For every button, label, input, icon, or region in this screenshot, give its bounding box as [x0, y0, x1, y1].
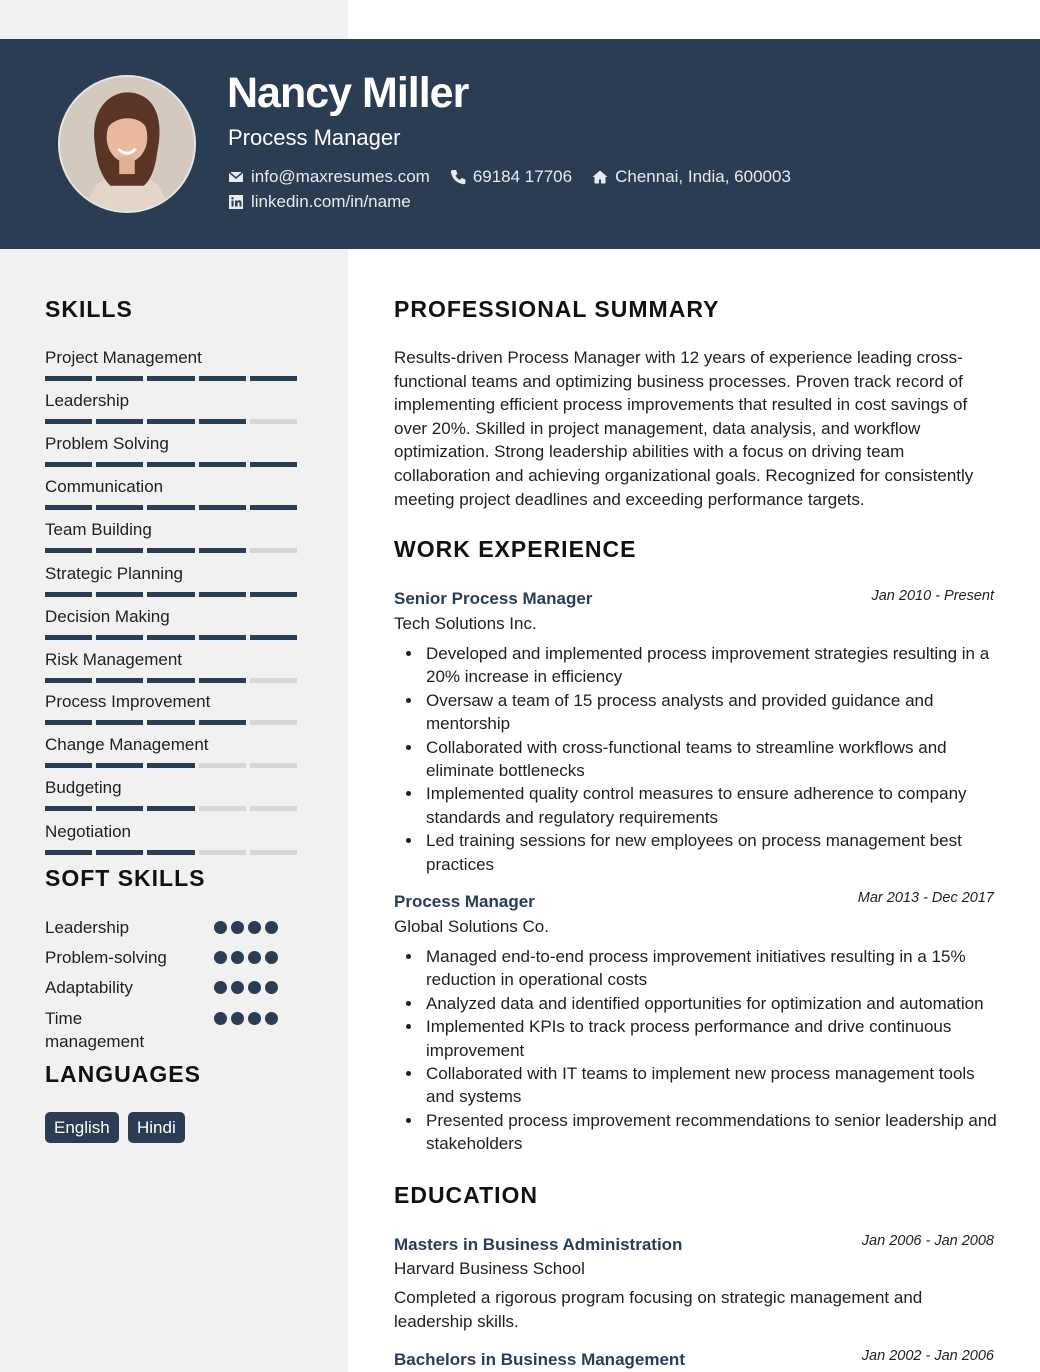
list-item: Oversaw a team of 15 process analysts and provided guidance and mentorship	[426, 689, 1001, 736]
soft-skill-rating	[214, 921, 282, 934]
rating-dot	[248, 981, 261, 994]
address-text: Chennai, India, 600003	[615, 167, 791, 186]
skill-level-segment	[147, 763, 194, 768]
rating-dot	[248, 1012, 261, 1025]
skill-level-segment	[147, 678, 194, 683]
skill-level-bar	[45, 505, 301, 510]
list-item: Analyzed data and identified opportunities for optimization and automation	[426, 992, 1001, 1015]
skill-name: Problem Solving	[45, 434, 169, 453]
skill-level-segment	[147, 462, 194, 467]
soft-skill-rating	[214, 981, 282, 994]
skill-level-segment	[45, 376, 92, 381]
job-title: Process Manager	[394, 892, 535, 911]
skill-level-segment	[250, 419, 297, 424]
education-date: Jan 2006 - Jan 2008	[861, 1233, 994, 1249]
skill-level-segment	[96, 678, 143, 683]
skill-item	[45, 434, 301, 467]
home-icon	[592, 169, 608, 185]
skill-level-segment	[45, 462, 92, 467]
skill-level-segment	[250, 720, 297, 725]
rating-dot	[214, 951, 227, 964]
list-item: Implemented KPIs to track process performance and drive continuous improvement	[426, 1015, 1001, 1062]
rating-dot	[265, 951, 278, 964]
skill-level-segment	[147, 548, 194, 553]
skill-level-segment	[250, 462, 297, 467]
skill-level-segment	[96, 462, 143, 467]
skill-level-segment	[45, 720, 92, 725]
skill-level-segment	[199, 462, 246, 467]
rating-dot	[231, 921, 244, 934]
linkedin-text: linkedin.com/in/name	[251, 192, 411, 211]
skill-level-segment	[250, 806, 297, 811]
contact-row	[228, 167, 811, 187]
degree-title: Bachelors in Business Management	[394, 1350, 685, 1369]
skill-level-segment	[199, 806, 246, 811]
list-item: Led training sessions for new employees on process management best practices	[426, 829, 1001, 876]
list-item: Collaborated with cross-functional teams to streamline workflows and eliminate bottlenecks	[426, 736, 1001, 783]
skill-level-segment	[45, 505, 92, 510]
languages-title: LANGUAGES	[45, 1061, 201, 1087]
list-item: Managed end-to-end process improvement initiatives resulting in a 15% reduction in operational costs	[426, 945, 1001, 992]
skill-level-segment	[199, 720, 246, 725]
skill-level-segment	[96, 850, 143, 855]
skill-level-segment	[96, 592, 143, 597]
skill-level-bar	[45, 678, 301, 683]
avatar	[58, 75, 196, 213]
company-name: Tech Solutions Inc.	[394, 614, 537, 633]
email-text: info@maxresumes.com	[251, 167, 430, 186]
skill-level-segment	[147, 592, 194, 597]
skill-level-segment	[250, 505, 297, 510]
skill-level-bar	[45, 376, 301, 381]
contact-row	[228, 192, 431, 212]
skill-level-segment	[250, 763, 297, 768]
rating-dot	[214, 1012, 227, 1025]
skill-level-segment	[147, 806, 194, 811]
contact-email[interactable]	[228, 167, 430, 187]
summary-title: PROFESSIONAL SUMMARY	[394, 296, 720, 322]
skill-level-segment	[45, 419, 92, 424]
candidate-role: Process Manager	[228, 125, 401, 150]
skill-level-segment	[96, 635, 143, 640]
soft-skill-rating	[214, 951, 282, 964]
contact-linkedin[interactable]	[228, 192, 411, 212]
job-date: Jan 2010 - Present	[871, 588, 994, 604]
phone-icon	[450, 169, 466, 185]
skill-level-bar	[45, 850, 301, 855]
skill-level-bar	[45, 592, 301, 597]
language-badge: English	[45, 1112, 119, 1143]
rating-dot	[214, 921, 227, 934]
skills-title: SKILLS	[45, 296, 133, 322]
soft-skills-title: SOFT SKILLS	[45, 865, 206, 891]
skill-item	[45, 607, 301, 640]
skill-name: Budgeting	[45, 778, 122, 797]
list-item: Collaborated with IT teams to implement new process management tools and systems	[426, 1062, 1001, 1109]
skill-level-segment	[96, 419, 143, 424]
education-description: Completed a rigorous program focusing on strategic management and leadership skills.	[394, 1288, 923, 1331]
skill-level-segment	[147, 376, 194, 381]
skill-name: Change Management	[45, 735, 209, 754]
skill-name: Risk Management	[45, 650, 183, 669]
list-item: Developed and implemented process improvement strategies resulting in a 20% increase in efficiency	[426, 642, 1001, 689]
skill-level-segment	[45, 850, 92, 855]
degree-title: Masters in Business Administration	[394, 1235, 683, 1254]
skill-item	[45, 692, 301, 725]
skill-item	[45, 735, 301, 768]
skill-name: Team Building	[45, 520, 152, 539]
skill-level-segment	[250, 548, 297, 553]
skill-item	[45, 391, 301, 424]
skill-name: Negotiation	[45, 822, 132, 841]
skill-level-bar	[45, 720, 301, 725]
contact-phone[interactable]	[450, 167, 572, 187]
skill-level-segment	[147, 505, 194, 510]
skill-level-segment	[250, 376, 297, 381]
education-date: Jan 2002 - Jan 2006	[861, 1348, 994, 1364]
rating-dot	[248, 921, 261, 934]
phone-text: 69184 17706	[472, 167, 573, 186]
skill-level-bar	[45, 635, 301, 640]
skill-level-segment	[199, 592, 246, 597]
skill-name: Decision Making	[45, 607, 170, 626]
skill-item	[45, 822, 301, 855]
skill-level-segment	[199, 505, 246, 510]
soft-skill-name: Problem-solving	[45, 948, 167, 967]
skill-level-segment	[147, 635, 194, 640]
skill-level-segment	[199, 376, 246, 381]
skill-level-segment	[199, 419, 246, 424]
skill-item	[45, 778, 301, 811]
skill-level-segment	[45, 548, 92, 553]
soft-skill-name: Adaptability	[45, 978, 133, 997]
list-item: Implemented quality control measures to ensure adherence to company standards and regulatory requirements	[426, 782, 1001, 829]
skill-level-segment	[199, 850, 246, 855]
skill-level-segment	[45, 763, 92, 768]
skill-level-bar	[45, 419, 301, 424]
skill-level-segment	[45, 635, 92, 640]
language-badge: Hindi	[128, 1112, 185, 1143]
skill-item	[45, 520, 301, 553]
rating-dot	[265, 981, 278, 994]
skill-level-segment	[250, 850, 297, 855]
linkedin-icon	[228, 194, 244, 210]
soft-skill-name: Leadership	[45, 918, 130, 937]
skill-level-segment	[250, 635, 297, 640]
skill-level-bar	[45, 462, 301, 467]
candidate-name: Nancy Miller	[227, 69, 469, 117]
rating-dot	[231, 951, 244, 964]
contact-address	[592, 167, 791, 187]
skill-level-segment	[199, 548, 246, 553]
skill-level-segment	[96, 548, 143, 553]
responsibility-list	[426, 945, 1001, 1156]
skill-level-segment	[96, 806, 143, 811]
skill-level-bar	[45, 763, 301, 768]
skill-level-segment	[45, 678, 92, 683]
responsibility-list	[426, 642, 1001, 876]
skill-level-segment	[147, 850, 194, 855]
list-item: Presented process improvement recommendations to senior leadership and stakeholders	[426, 1109, 1001, 1156]
skill-level-bar	[45, 806, 301, 811]
skill-level-segment	[96, 720, 143, 725]
skill-level-segment	[147, 419, 194, 424]
soft-skill-rating	[214, 1012, 282, 1025]
rating-dot	[231, 1012, 244, 1025]
skill-name: Strategic Planning	[45, 564, 183, 583]
job-title: Senior Process Manager	[394, 589, 593, 608]
portrait-image	[60, 77, 194, 211]
skill-name: Process Improvement	[45, 692, 211, 711]
skill-level-segment	[199, 678, 246, 683]
skill-level-segment	[147, 720, 194, 725]
company-name: Global Solutions Co.	[394, 917, 549, 936]
skill-level-segment	[96, 763, 143, 768]
skill-level-segment	[250, 592, 297, 597]
resume-header	[0, 39, 1040, 249]
rating-dot	[248, 951, 261, 964]
experience-title: WORK EXPERIENCE	[394, 536, 637, 562]
skill-level-segment	[199, 763, 246, 768]
education-title: EDUCATION	[394, 1182, 539, 1208]
rating-dot	[265, 921, 278, 934]
school-name: Harvard Business School	[394, 1259, 585, 1278]
summary-text: Results-driven Process Manager with 12 years of experience leading cross-functional teams and optimizing business processes. Proven track record of implementing efficient process improvements that resulted in cost savings of over 20%. Skilled in project management, data analysis, and workflow optimization. Strong leadership abilities with a focus on driving team collaboration and achieving organizational goals. Recognized for consistently meeting project deadlines and exceeding performance targets.	[394, 348, 974, 509]
skill-item	[45, 477, 301, 510]
skill-name: Leadership	[45, 391, 130, 410]
skill-level-segment	[96, 376, 143, 381]
skill-level-segment	[199, 635, 246, 640]
skill-name: Communication	[45, 477, 164, 496]
skill-level-segment	[45, 592, 92, 597]
envelope-icon	[228, 169, 244, 185]
skill-level-segment	[250, 678, 297, 683]
soft-skill-name: Time management	[45, 1009, 145, 1051]
skill-level-segment	[45, 806, 92, 811]
skill-item	[45, 348, 301, 381]
skill-name: Project Management	[45, 348, 202, 367]
rating-dot	[265, 1012, 278, 1025]
skill-item	[45, 650, 301, 683]
skill-level-bar	[45, 548, 301, 553]
rating-dot	[231, 981, 244, 994]
skill-item	[45, 564, 301, 597]
rating-dot	[214, 981, 227, 994]
job-date: Mar 2013 - Dec 2017	[857, 890, 994, 906]
skill-level-segment	[96, 505, 143, 510]
